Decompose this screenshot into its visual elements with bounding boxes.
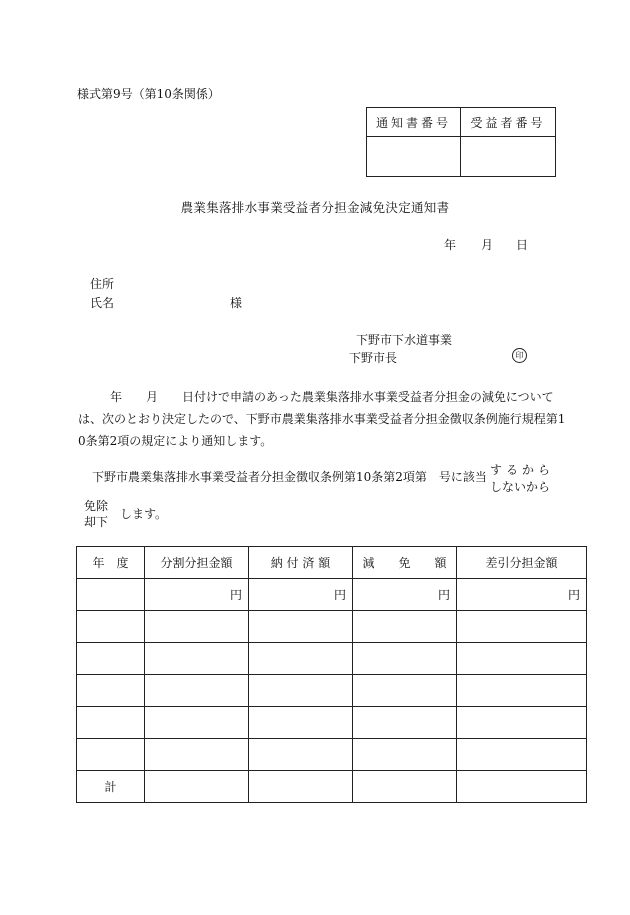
decision-exempt: 免除 [84,499,109,513]
option-not-applies: しないから [490,480,551,494]
cell[interactable] [353,611,457,643]
name-label: 氏名 [90,296,115,310]
date-month: 月 [481,238,494,252]
notice-number-table [366,107,556,177]
cell[interactable] [457,707,587,739]
cell[interactable] [353,643,457,675]
cell[interactable] [145,739,249,771]
cell-yen[interactable]: 円 [145,579,249,611]
notice-number-header: 通知書番号 [367,108,461,137]
cell[interactable] [457,643,587,675]
option-applies: するから [490,463,555,477]
cell[interactable] [77,707,145,739]
cell-yen[interactable]: 円 [249,579,353,611]
body-line-1: 年 月 日付けで申請のあった農業集落排水事業受益者分担金の減免について [110,390,554,404]
cell[interactable] [353,707,457,739]
clause-suffix: します。 [120,507,168,521]
cell[interactable] [457,739,587,771]
col-balance-amount: 差引分担金額 [457,547,587,579]
issuer-mayor: 下野市長 [349,351,398,365]
cell[interactable] [353,771,457,803]
form-number: 様式第9号（第10条関係） [77,87,220,101]
cell[interactable] [353,739,457,771]
cell[interactable] [249,611,353,643]
total-label: 計 [77,771,145,803]
address-label: 住所 [90,277,115,291]
cell[interactable] [77,739,145,771]
cell-year[interactable] [77,579,145,611]
col-fiscal-year: 年 度 [77,547,145,579]
cell[interactable] [249,739,353,771]
cell[interactable] [457,611,587,643]
cell[interactable] [457,675,587,707]
table-row [77,707,587,739]
cell[interactable] [77,675,145,707]
total-row [77,771,587,803]
beneficiary-number-header: 受益者番号 [461,108,556,137]
issuer-office: 下野市下水道事業 [356,333,453,347]
table-row [77,739,587,771]
cell[interactable] [249,675,353,707]
cell[interactable] [77,611,145,643]
table-row [77,611,587,643]
honorific: 様 [230,296,243,310]
cell-yen[interactable]: 円 [457,579,587,611]
body-line-2: は、次のとおり決定したので、下野市農業集落排水事業受益者分担金徴収条例施行規程第1 [78,412,566,426]
date-year: 年 [444,238,457,252]
body-paragraph [78,386,566,452]
cell-yen[interactable]: 円 [353,579,457,611]
decision-reject: 却下 [84,515,109,529]
cell[interactable] [353,675,457,707]
cell[interactable] [457,771,587,803]
notice-number-field[interactable] [367,137,461,177]
cell[interactable] [77,643,145,675]
table-row [77,643,587,675]
cell[interactable] [145,675,249,707]
date-day: 日 [516,238,529,252]
beneficiary-number-field[interactable] [461,137,556,177]
table-row [77,579,587,611]
amount-table [76,546,587,803]
document-title: 農業集落排水事業受益者分担金減免決定通知書 [180,200,450,215]
body-line-3: 0条第2項の規定により通知します。 [78,434,273,448]
seal-mark: 印 [512,348,527,363]
cell[interactable] [145,643,249,675]
cell[interactable] [249,643,353,675]
cell[interactable] [145,771,249,803]
clause-sentence: 下野市農業集落排水事業受益者分担金徴収条例第10条第2項第 号に該当 [92,470,487,484]
col-installment-amount: 分割分担金額 [145,547,249,579]
cell[interactable] [145,707,249,739]
col-reduction-amount: 減 免 額 [353,547,457,579]
cell[interactable] [249,771,353,803]
table-row [77,675,587,707]
cell[interactable] [145,611,249,643]
col-paid-amount: 納 付 済 額 [249,547,353,579]
cell[interactable] [249,707,353,739]
